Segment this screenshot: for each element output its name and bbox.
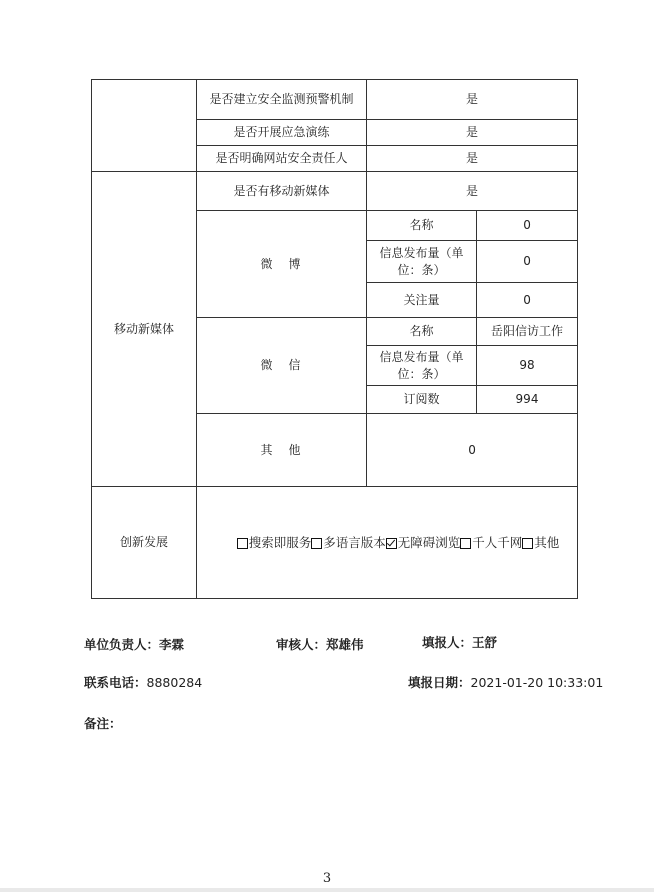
filler-label: 填报人： (422, 635, 473, 650)
report-date (408, 673, 603, 691)
checkbox-personalized[interactable] (460, 538, 471, 549)
filler-value: 王舒 (472, 635, 498, 650)
responsible-value: 是 (367, 146, 578, 172)
report-table (91, 79, 578, 599)
table-row (92, 80, 578, 120)
remark-label: 备注： (84, 716, 122, 731)
filler (422, 633, 497, 651)
remark (84, 714, 122, 732)
section-cell-blank (92, 80, 197, 172)
monitor-value: 是 (367, 80, 578, 120)
wechat-posts-label: 信息发布量（单位：条） (367, 346, 477, 386)
wechat-subs-value: 994 (477, 386, 578, 414)
checkbox-search-service[interactable] (237, 538, 248, 549)
wechat-subs-label: 订阅数 (367, 386, 477, 414)
responsible-label: 是否明确网站安全责任人 (197, 146, 367, 172)
wechat-name-label: 名称 (367, 318, 477, 346)
drill-label: 是否开展应急演练 (197, 120, 367, 146)
wechat-name-value: 岳阳信访工作 (477, 318, 578, 346)
wechat-label: 微 信 (197, 318, 367, 414)
has-mobile-value: 是 (367, 172, 578, 211)
phone-label: 联系电话： (84, 675, 147, 690)
unit-head-label: 单位负责人： (84, 637, 160, 652)
monitor-label: 是否建立安全监测预警机制 (197, 80, 367, 120)
weibo-followers-value: 0 (477, 283, 578, 318)
page-number: 3 (322, 871, 332, 886)
option-multi-language-label: 多语言版本 (323, 534, 386, 550)
table-row (92, 172, 578, 211)
reviewer-label: 审核人： (276, 637, 327, 652)
weibo-posts-label: 信息发布量（单位：条） (367, 241, 477, 283)
weibo-name-label: 名称 (367, 211, 477, 241)
table-row (92, 487, 578, 599)
other-value: 0 (367, 414, 578, 487)
date-value: 2021-01-20 10:33:01 (470, 675, 604, 690)
weibo-label: 微 博 (197, 211, 367, 318)
wechat-posts-value: 98 (477, 346, 578, 386)
phone-value: 8880284 (146, 675, 203, 690)
innovation-label: 创新发展 (92, 487, 197, 599)
page-bottom-edge (0, 888, 654, 892)
option-accessibility-label: 无障碍浏览 (397, 534, 461, 550)
checkbox-other[interactable] (522, 538, 533, 549)
option-search-service-label: 搜索即服务 (248, 534, 312, 550)
date-label: 填报日期： (408, 675, 471, 690)
innovation-option-list (215, 535, 560, 550)
mobile-section-label: 移动新媒体 (92, 172, 197, 487)
weibo-name-value: 0 (477, 211, 578, 241)
has-mobile-label: 是否有移动新媒体 (197, 172, 367, 211)
weibo-posts-value: 0 (477, 241, 578, 283)
option-personalized-label: 千人千网 (472, 534, 523, 550)
other-label: 其 他 (197, 414, 367, 487)
innovation-options (197, 487, 578, 599)
drill-value: 是 (367, 120, 578, 146)
unit-head-value: 李霖 (159, 637, 185, 652)
unit-head (84, 635, 184, 653)
checkbox-accessibility[interactable] (386, 538, 397, 549)
contact-phone (84, 673, 202, 691)
reviewer (276, 635, 364, 653)
option-other-label: 其他 (534, 534, 560, 550)
weibo-followers-label: 关注量 (367, 283, 477, 318)
reviewer-value: 郑雄伟 (326, 637, 364, 652)
checkbox-multi-language[interactable] (311, 538, 322, 549)
